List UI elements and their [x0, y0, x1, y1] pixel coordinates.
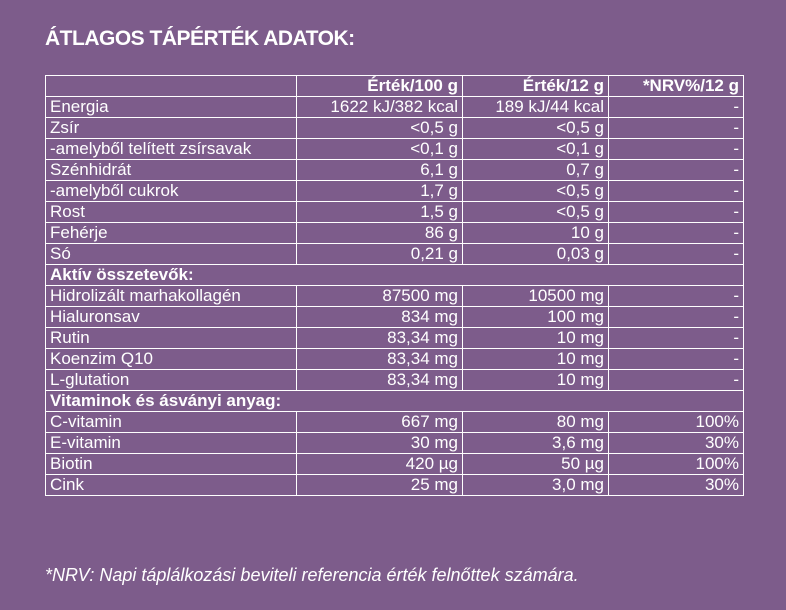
nutrient-name: Rost [46, 202, 297, 223]
value-per-100g: 30 mg [297, 433, 463, 454]
nutrient-name: Fehérje [46, 223, 297, 244]
value-per-12g: 80 mg [463, 412, 609, 433]
value-per-100g: <0,5 g [297, 118, 463, 139]
section-heading: Vitaminok és ásványi anyag: [46, 391, 744, 412]
table-row [46, 223, 744, 244]
table-row [46, 349, 744, 370]
nutrient-name: Hialuronsav [46, 307, 297, 328]
value-per-100g: 6,1 g [297, 160, 463, 181]
table-row [46, 433, 744, 454]
nutrient-name: Szénhidrát [46, 160, 297, 181]
section-heading: Aktív összetevők: [46, 265, 744, 286]
value-per-100g: 1,5 g [297, 202, 463, 223]
nutrient-name: Koenzim Q10 [46, 349, 297, 370]
value-per-100g: 0,21 g [297, 244, 463, 265]
table-row [46, 118, 744, 139]
nutrient-name: Cink [46, 475, 297, 496]
value-per-100g: 420 µg [297, 454, 463, 475]
table-row [46, 412, 744, 433]
value-nrv: - [609, 223, 744, 244]
value-per-12g: 10 mg [463, 349, 609, 370]
value-nrv: 30% [609, 433, 744, 454]
table-row [46, 244, 744, 265]
header-nrv: *NRV%/12 g [609, 76, 744, 97]
table-row [46, 160, 744, 181]
table-row [46, 97, 744, 118]
value-per-100g: 83,34 mg [297, 370, 463, 391]
nutrient-name: Hidrolizált marhakollagén [46, 286, 297, 307]
value-per-12g: <0,5 g [463, 181, 609, 202]
value-per-12g: <0,5 g [463, 118, 609, 139]
value-nrv: - [609, 97, 744, 118]
nutrient-name: Energia [46, 97, 297, 118]
table-row [46, 181, 744, 202]
table-row [46, 370, 744, 391]
nutrient-name: -amelyből telített zsírsavak [46, 139, 297, 160]
value-per-12g: <0,1 g [463, 139, 609, 160]
table-row [46, 454, 744, 475]
table-body [46, 97, 744, 496]
value-per-100g: 1622 kJ/382 kcal [297, 97, 463, 118]
value-per-100g: 1,7 g [297, 181, 463, 202]
nutrient-name: Só [46, 244, 297, 265]
value-nrv: - [609, 328, 744, 349]
nutrient-name: -amelyből cukrok [46, 181, 297, 202]
value-per-100g: 25 mg [297, 475, 463, 496]
nutrient-name: E-vitamin [46, 433, 297, 454]
value-per-100g: 667 mg [297, 412, 463, 433]
value-nrv: - [609, 244, 744, 265]
page-title: ÁTLAGOS TÁPÉRTÉK ADATOK: [45, 27, 355, 50]
value-nrv: 100% [609, 412, 744, 433]
value-nrv: 30% [609, 475, 744, 496]
nutrient-name: L-glutation [46, 370, 297, 391]
value-per-12g: <0,5 g [463, 202, 609, 223]
value-per-100g: 83,34 mg [297, 349, 463, 370]
value-per-12g: 50 µg [463, 454, 609, 475]
header-per-100g: Érték/100 g [297, 76, 463, 97]
section-row [46, 391, 744, 412]
value-per-12g: 0,7 g [463, 160, 609, 181]
value-per-12g: 10 mg [463, 370, 609, 391]
value-nrv: - [609, 349, 744, 370]
value-per-12g: 0,03 g [463, 244, 609, 265]
value-per-12g: 10 mg [463, 328, 609, 349]
value-nrv: - [609, 202, 744, 223]
nutrient-name: C-vitamin [46, 412, 297, 433]
value-nrv: - [609, 139, 744, 160]
value-per-12g: 100 mg [463, 307, 609, 328]
table-row [46, 328, 744, 349]
value-nrv: - [609, 118, 744, 139]
value-per-100g: <0,1 g [297, 139, 463, 160]
value-per-100g: 87500 mg [297, 286, 463, 307]
nutrition-table [45, 75, 744, 496]
value-nrv: - [609, 160, 744, 181]
value-per-100g: 86 g [297, 223, 463, 244]
table-row [46, 286, 744, 307]
value-per-12g: 3,6 mg [463, 433, 609, 454]
table-row [46, 139, 744, 160]
header-name [46, 76, 297, 97]
value-nrv: - [609, 370, 744, 391]
nutrient-name: Biotin [46, 454, 297, 475]
value-nrv: 100% [609, 454, 744, 475]
nrv-footnote: *NRV: Napi táplálkozási beviteli referencia érték felnőttek számára. [45, 565, 579, 585]
value-nrv: - [609, 307, 744, 328]
value-nrv: - [609, 181, 744, 202]
section-row [46, 265, 744, 286]
value-per-12g: 10 g [463, 223, 609, 244]
value-per-12g: 10500 mg [463, 286, 609, 307]
table-row [46, 307, 744, 328]
value-per-100g: 83,34 mg [297, 328, 463, 349]
table-row [46, 475, 744, 496]
value-per-100g: 834 mg [297, 307, 463, 328]
nutrient-name: Zsír [46, 118, 297, 139]
nutrient-name: Rutin [46, 328, 297, 349]
table-header-row [46, 76, 744, 97]
header-per-12g: Érték/12 g [463, 76, 609, 97]
value-nrv: - [609, 286, 744, 307]
table-row [46, 202, 744, 223]
value-per-12g: 189 kJ/44 kcal [463, 97, 609, 118]
value-per-12g: 3,0 mg [463, 475, 609, 496]
